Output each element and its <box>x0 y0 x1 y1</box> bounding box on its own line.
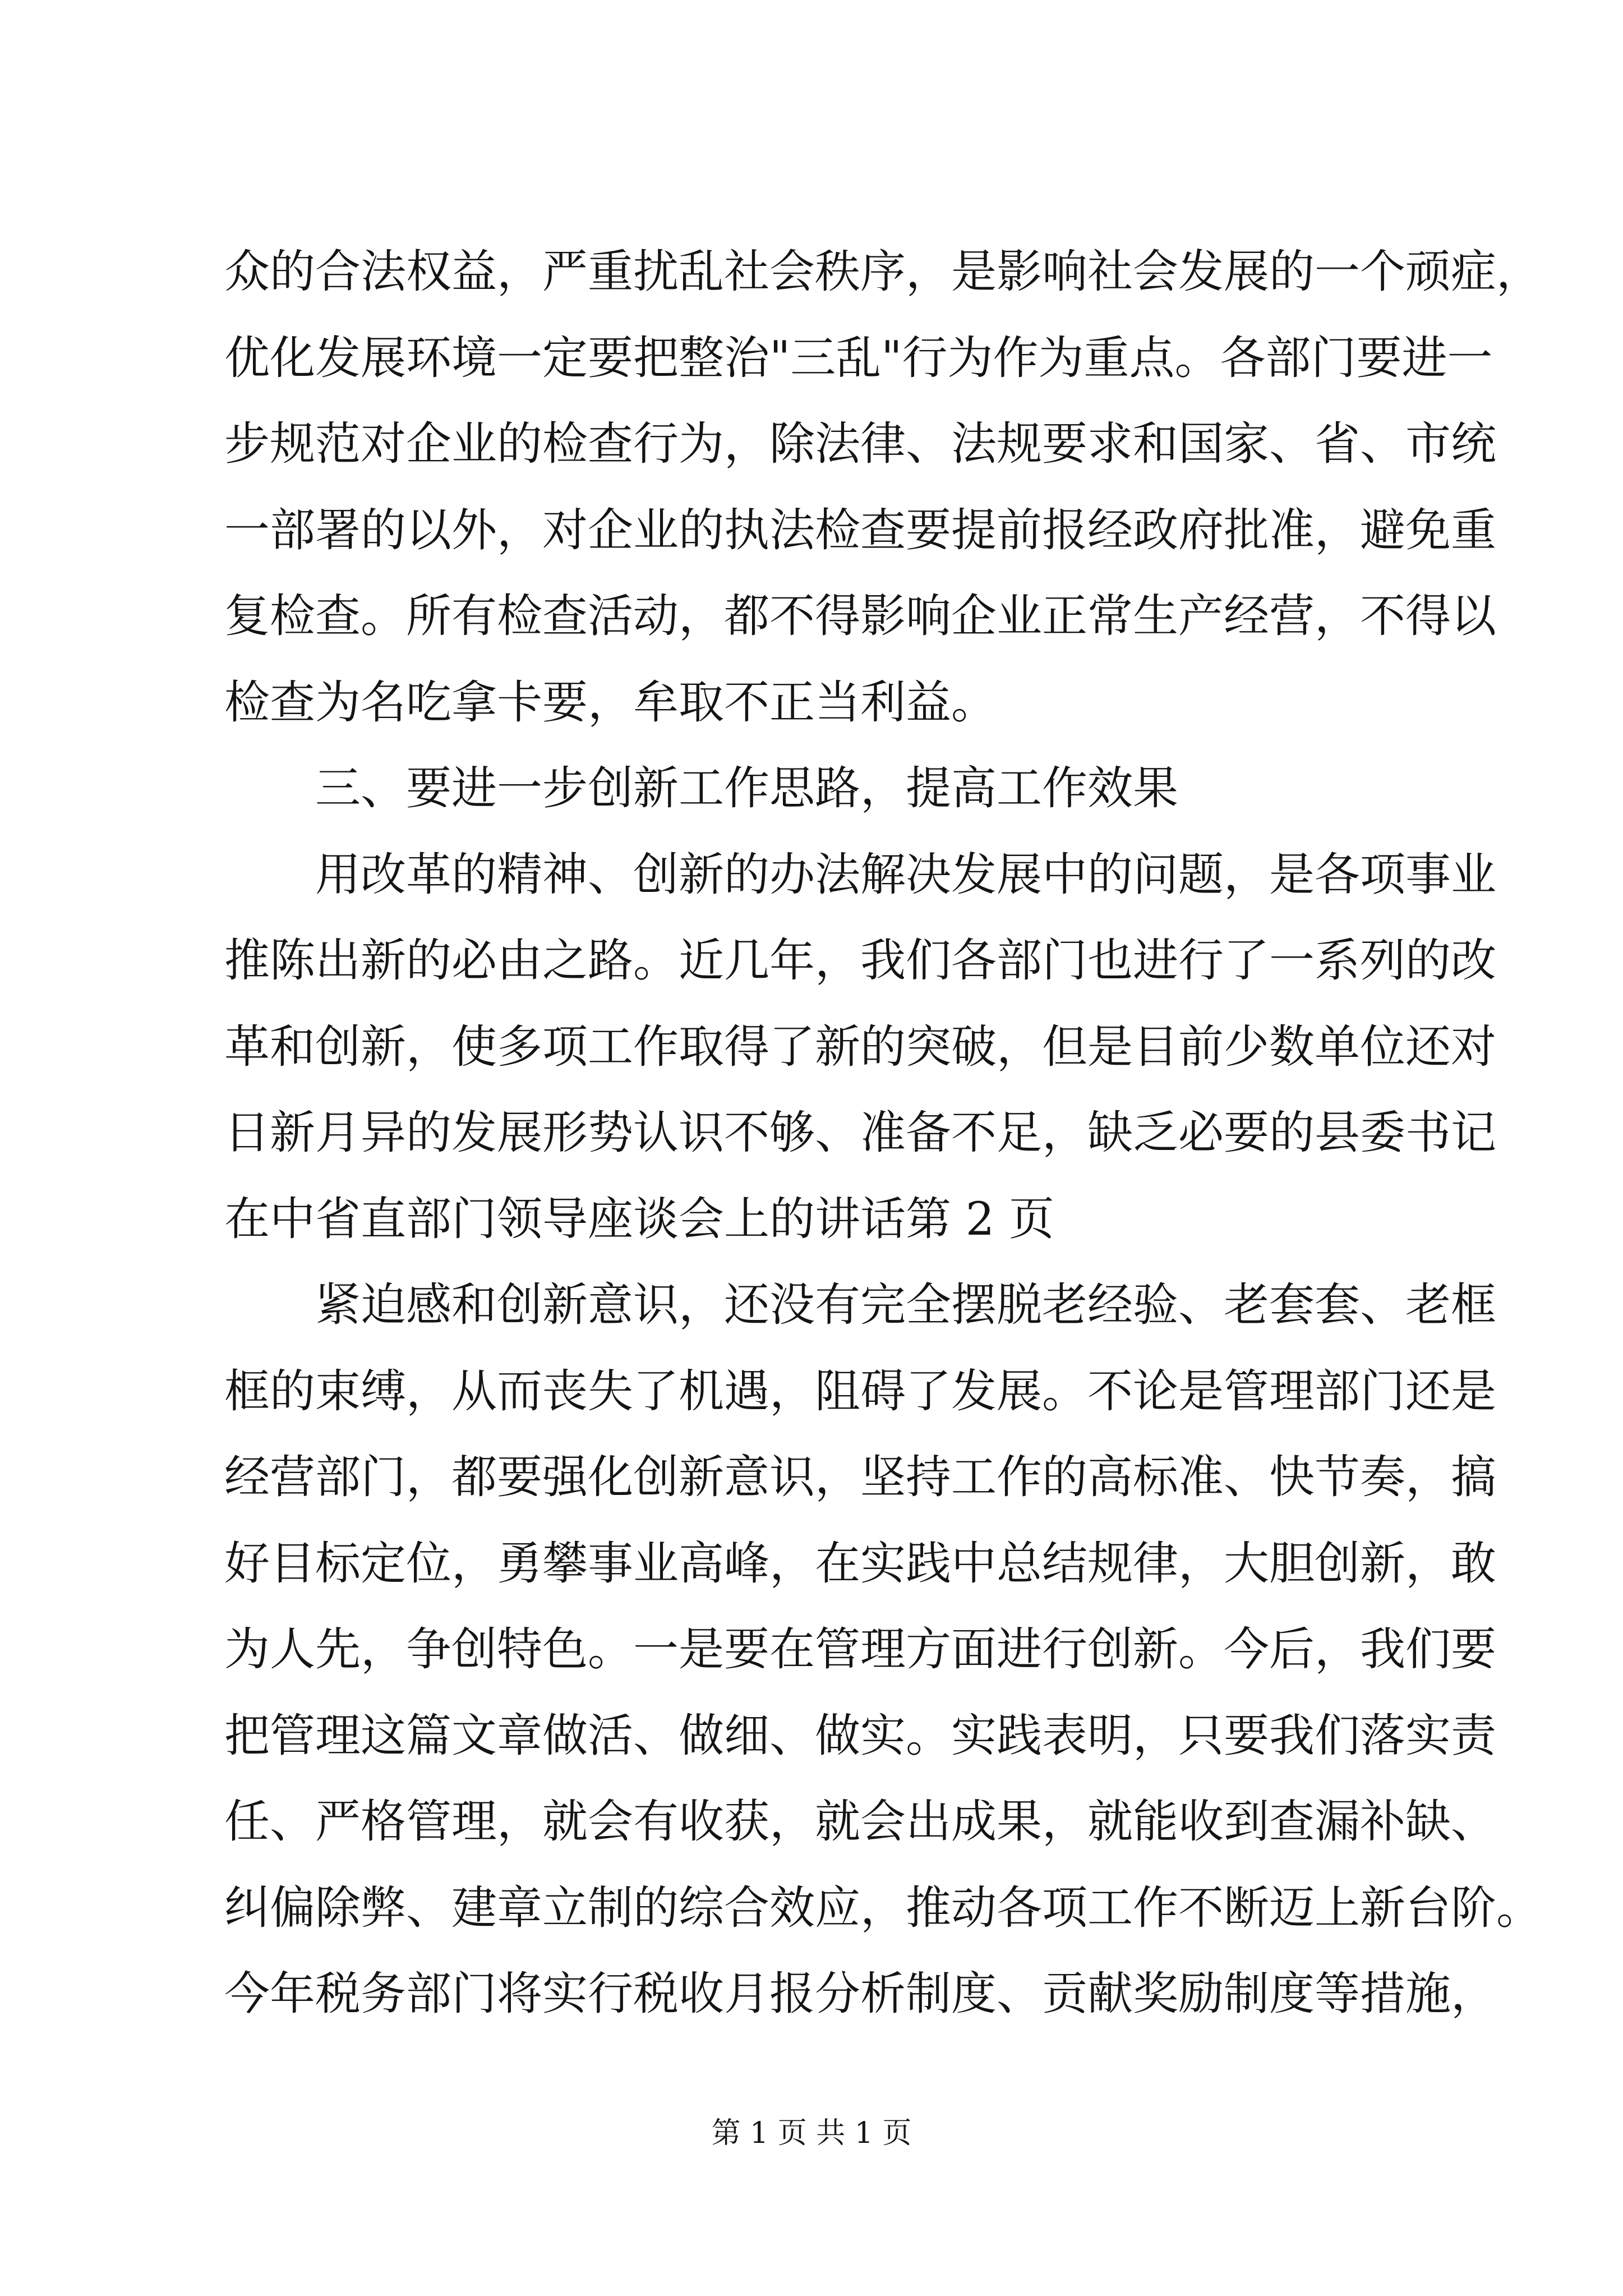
body-line-19: 任、严格管理，就会有收获，就会出成果，就能收到查漏补缺、 <box>224 1796 1497 1848</box>
body-line-14: 框的束缚，从而丧失了机遇，阻碍了发展。不论是管理部门还是 <box>224 1365 1497 1418</box>
body-line-1: 众的合法权益，严重扰乱社会秩序，是影响社会发展的一个顽症， <box>224 246 1542 298</box>
body-line-18: 把管理这篇文章做活、做细、做实。实践表明，只要我们落实责 <box>224 1710 1497 1763</box>
body-line-8: 用改革的精神、创新的办法解决发展中的问题，是各项事业 <box>315 849 1497 901</box>
body-line-2: 优化发展环境一定要把整治"三乱"行为作为重点。各部门要进一 <box>224 332 1493 385</box>
body-line-4: 一部署的以外，对企业的执法检查要提前报经政府批准，避免重 <box>224 504 1497 557</box>
body-line-15: 经营部门，都要强化创新意识，坚持工作的高标准、快节奏，搞 <box>224 1451 1497 1504</box>
body-line-20: 纠偏除弊、建章立制的综合效应，推动各项工作不断迈上新台阶。 <box>224 1882 1542 1935</box>
body-line-16: 好目标定位，勇攀事业高峰，在实践中总结规律，大胆创新，敢 <box>224 1538 1497 1590</box>
body-line-11: 日新月异的发展形势认识不够、准备不足，缺乏必要的县委书记 <box>224 1107 1497 1159</box>
body-line-13: 紧迫感和创新意识，还没有完全摆脱老经验、老套套、老框 <box>315 1279 1497 1332</box>
body-line-10: 革和创新，使多项工作取得了新的突破，但是目前少数单位还对 <box>224 1021 1497 1074</box>
body-line-9: 推陈出新的必由之路。近几年，我们各部门也进行了一系列的改 <box>224 935 1497 987</box>
body-line-5: 复检查。所有检查活动，都不得影响企业正常生产经营，不得以 <box>224 590 1497 643</box>
page-number-footer: 第 1 页 共 1 页 <box>711 2116 912 2150</box>
section-heading: 三、要进一步创新工作思路，提高工作效果 <box>315 762 1179 815</box>
body-line-6: 检查为名吃拿卡要，牟取不正当利益。 <box>224 677 997 729</box>
body-line-12: 在中省直部门领导座谈会上的讲话第 2 页 <box>224 1193 1055 1246</box>
body-line-17: 为人先，争创特色。一是要在管理方面进行创新。今后，我们要 <box>224 1623 1497 1676</box>
body-line-21: 今年税务部门将实行税收月报分析制度、贡献奖励制度等措施， <box>224 1968 1497 2021</box>
body-line-3: 步规范对企业的检查行为，除法律、法规要求和国家、省、市统 <box>224 418 1497 471</box>
